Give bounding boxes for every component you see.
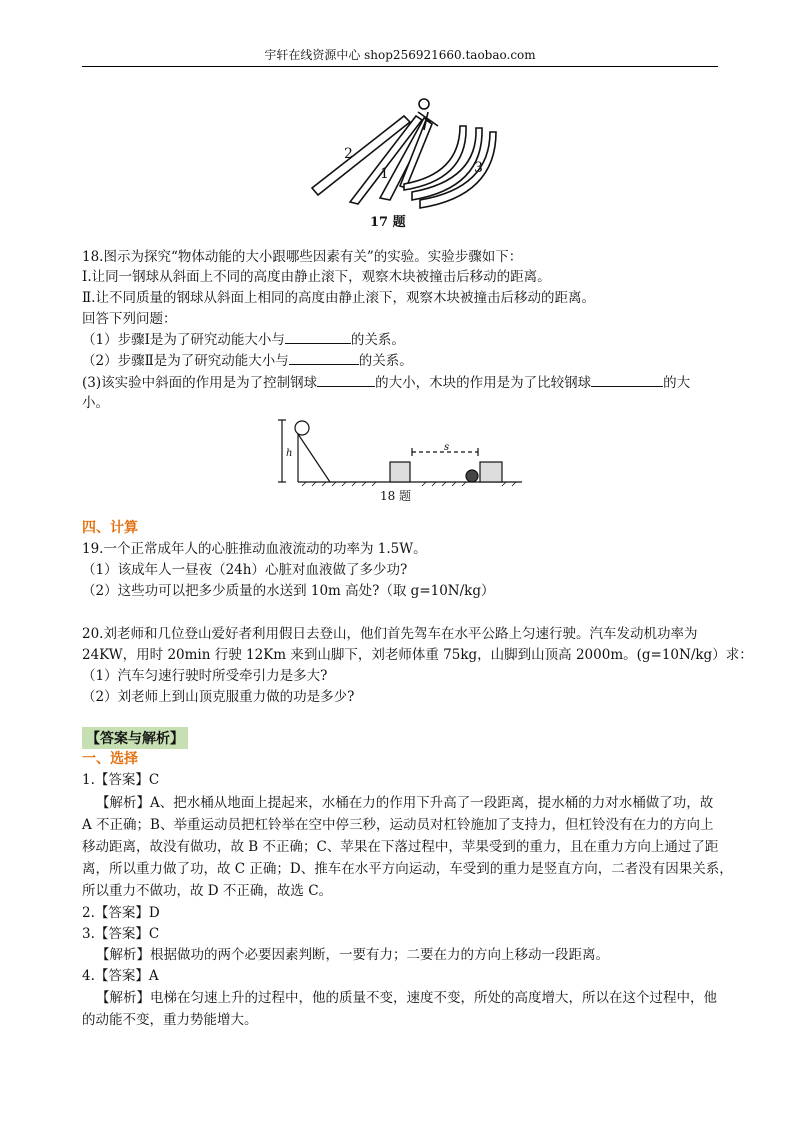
fig17-label-2: 2	[344, 146, 353, 162]
q18-sub1	[82, 329, 405, 350]
q18-prompt: 回答下列问题：	[82, 311, 177, 327]
q20-line2: 24KW，用时 20min 行驶 12Km 来到山脚下，刘老师体重 75kg，山脚到山顶高 2000m。(g=10N/kg）求：	[82, 647, 753, 663]
q18-sub3	[82, 372, 690, 393]
q20-line1: 20.刘老师和几位登山爱好者利用假日去登山，他们首先驾车在水平公路上匀速行驶。汽车发动机功率为	[82, 626, 698, 642]
q18-sub1-b: 的关系。	[350, 332, 405, 348]
figure-17-slides	[300, 92, 500, 232]
q18-step2: Ⅱ.让不同质量的钢球从斜面上相同的高度由静止滚下，观察木块被撞击后移动的距离。	[82, 290, 595, 306]
q18-line1: 18.图示为探究“物体动能的大小跟哪些因素有关”的实验。实验步骤如下：	[82, 249, 523, 265]
fig18-caption: 18 题	[380, 489, 412, 503]
answer-1-explain-1: 【解析】A、把水桶从地面上提起来，水桶在力的作用下升高了一段距离，提水桶的力对水桶做了功，故	[96, 795, 714, 811]
q20-sub2: （2）刘老师上到山顶克服重力做的功是多少?	[82, 689, 355, 705]
answer-blank	[317, 372, 375, 387]
q19-line1: 19.一个正常成年人的心脏推动血液流动的功率为 1.5W。	[82, 541, 427, 557]
section-calculation-title: 四、计算	[82, 520, 138, 536]
q19-sub2: （2）这些功可以把多少质量的水送到 10m 高处?（取 g=10N/kg）	[82, 583, 495, 599]
answer-4: 4.【答案】A	[82, 968, 159, 984]
answer-1: 1.【答案】C	[82, 772, 160, 788]
answer-4-explain-1: 【解析】电梯在匀速上升的过程中，他的质量不变，速度不变，所处的高度增大，所以在这个过程中，他	[96, 990, 717, 1006]
answer-2: 2.【答案】D	[82, 905, 160, 921]
answer-1-explain-3: 移动距离，故没有做功，故 B 不正确；C、苹果在下落过程中，苹果受到的重力，且在重力方向上通过了距	[82, 839, 719, 855]
answer-blank	[591, 372, 663, 387]
answer-blank	[285, 329, 351, 344]
answer-4-explain-2: 的动能不变，重力势能增大。	[82, 1012, 258, 1028]
q18-step1: Ⅰ.让同一钢球从斜面上不同的高度由静止滚下，观察木块被撞击后移动的距离。	[82, 269, 551, 285]
q18-sub3-b: 的大小，木块的作用是为了比较钢球	[375, 375, 592, 391]
q18-sub2	[82, 350, 413, 371]
q18-sub3-a: (3)该实验中斜面的作用是为了控制钢球	[82, 375, 318, 391]
q18-sub3-end: 小。	[82, 395, 109, 411]
q18-sub2-b: 的关系。	[358, 353, 413, 369]
answer-3: 3.【答案】C	[82, 926, 160, 942]
q18-sub2-a: （2）步骤Ⅱ是为了研究动能大小与	[82, 353, 289, 369]
figure-18-ramp	[272, 414, 532, 506]
q20-sub1: （1）汽车匀速行驶时所受牵引力是多大?	[82, 668, 328, 684]
fig18-h-label: h	[286, 448, 293, 459]
fig17-label-3: 3	[474, 160, 483, 176]
fig17-label-1: 1	[380, 166, 389, 182]
q18-sub1-a: （1）步骤Ⅰ是为了研究动能大小与	[82, 332, 285, 348]
answer-1-explain-4: 离，所以重力做了功，故 C 正确；D、推车在水平方向运动，车受到的重力是竖直方向，二者没有因果关系，	[82, 861, 733, 877]
answer-1-explain-5: 所以重力不做功，故 D 不正确，故选 C。	[82, 883, 333, 899]
page-header: 宇轩在线资源中心 shop256921660.taobao.com	[82, 46, 718, 67]
answer-blank	[289, 350, 359, 365]
answer-1-explain-2: A 不正确；B、举重运动员把杠铃举在空中停三秒，运动员对杠铃施加了支持力，但杠铃没有在力的方向上	[82, 817, 714, 833]
answers-heading: 【答案与解析】	[82, 727, 188, 749]
fig17-caption: 17 题	[370, 215, 406, 230]
fig18-s-label: s	[444, 442, 450, 453]
q18-sub3-c: 的大	[663, 375, 691, 391]
q19-sub1: （1）该成年人一昼夜（24h）心脏对血液做了多少功?	[82, 562, 408, 578]
answer-3-explain: 【解析】根据做功的两个必要因素判断，一要有力；二要在力的方向上移动一段距离。	[96, 947, 609, 963]
answers-section-choice: 一、选择	[82, 751, 138, 767]
